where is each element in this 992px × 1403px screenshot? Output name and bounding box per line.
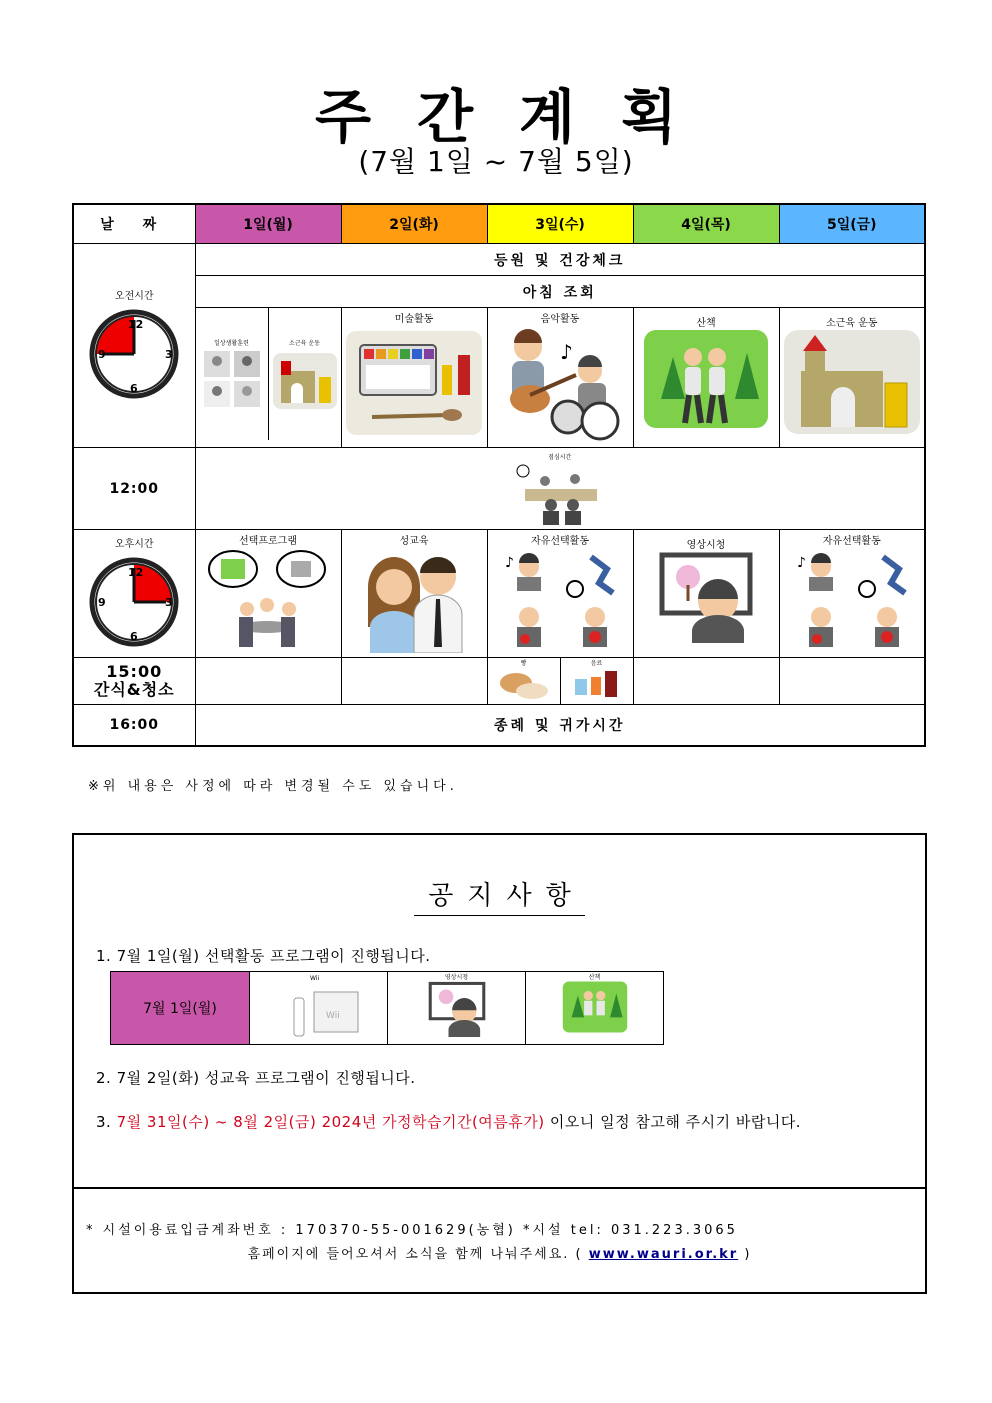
notice-item-3 xyxy=(96,1111,801,1132)
thu-snack-cell xyxy=(633,658,779,705)
homepage-link[interactable]: www.wauri.or.kr xyxy=(588,1247,739,1262)
notice-item-2: 2. 7월 2일(화) 성교육 프로그램이 진행됩니다. xyxy=(96,1069,416,1087)
svg-text:9: 9 xyxy=(98,348,106,361)
clock-morning-icon xyxy=(88,308,180,400)
end-time: 16:00 xyxy=(73,705,195,746)
lunch-table-icon xyxy=(515,461,605,525)
morning-cell xyxy=(73,244,195,448)
dismissal-cell: 종례 및 귀가시간 xyxy=(195,705,925,746)
mini-activity-table xyxy=(110,971,664,1045)
mon-pm-cell xyxy=(195,530,341,658)
notice-title-wrap xyxy=(74,875,925,912)
video-watching-icon xyxy=(658,551,754,643)
drink-cell xyxy=(561,658,633,704)
sex-education-icon xyxy=(354,547,474,653)
wed-pm-caption: 자유선택활동 xyxy=(531,536,589,547)
fri-pm-caption: 자유선택활동 xyxy=(822,536,881,547)
homepage-text: 홈페이지에 들어오셔서 소식을 함께 나눠주세요. ( xyxy=(247,1247,589,1262)
fri-am-cell xyxy=(779,308,925,448)
mini-video-icon xyxy=(427,981,487,1037)
mon-am-sub-finemotor xyxy=(269,308,341,440)
fri-am-caption: 소근육 운동 xyxy=(826,318,878,329)
mon-snack-cell xyxy=(195,658,341,705)
change-notice: ※위 내용은 사정에 따라 변경될 수도 있습니다. xyxy=(88,779,458,794)
thu-pm-caption: 영상시청 xyxy=(686,540,726,551)
thu-am-cell xyxy=(633,308,779,448)
daily-living-icon xyxy=(200,347,264,411)
notice-box xyxy=(72,833,927,1294)
day-header-tue: 2일(화) xyxy=(341,204,487,244)
page-title: 주간계획 xyxy=(314,83,724,151)
tue-snack-cell xyxy=(341,658,487,705)
page-subtitle: (7월 1일 ~ 7월 5일) xyxy=(358,145,634,178)
wed-snack-cell xyxy=(487,658,633,705)
snack-time-cell xyxy=(73,658,195,705)
mini-wii-cell xyxy=(250,972,388,1045)
mini-walk-caption: 산책 xyxy=(588,974,601,981)
wed-am-caption: 음악활동 xyxy=(540,314,580,325)
mini-video-cell xyxy=(388,972,526,1045)
snack-label: 간식&청소 xyxy=(93,680,175,699)
svg-text:♪: ♪ xyxy=(505,555,514,571)
free-choice-icon xyxy=(495,547,625,651)
afternoon-cell xyxy=(73,530,195,658)
fri-snack-cell xyxy=(779,658,925,705)
mini-date: 7월 1일(월) xyxy=(111,972,250,1045)
drink-icon xyxy=(567,667,627,701)
mini-wii-label: Wii xyxy=(325,1011,340,1021)
mon-am-sub2-caption: 소근육 운동 xyxy=(289,340,320,347)
snack-time: 15:00 xyxy=(106,662,163,681)
bread-cell xyxy=(488,658,561,704)
tue-am-caption: 미술활동 xyxy=(394,314,434,325)
blocks-castle-icon xyxy=(273,347,337,411)
morning-label: 오전시간 xyxy=(114,291,154,302)
mini-walk-icon xyxy=(562,981,628,1033)
svg-text:♪: ♪ xyxy=(560,340,573,364)
lunch-caption: 점심시간 xyxy=(548,454,572,461)
svg-text:Wii: Wii xyxy=(309,975,319,982)
day-header-thu: 4일(목) xyxy=(633,204,779,244)
notice-item-3-highlight: 7월 31일(수) ~ 8월 2일(금) 2024년 가정학습기간(여름휴가) xyxy=(116,1113,545,1131)
svg-text:6: 6 xyxy=(130,630,138,643)
thu-am-caption: 산책 xyxy=(696,318,716,329)
svg-text:6: 6 xyxy=(130,382,138,395)
afternoon-label: 오후시간 xyxy=(114,539,154,550)
mini-walk-cell xyxy=(526,972,664,1045)
wed-pm-cell xyxy=(487,530,633,658)
art-paint-icon xyxy=(344,325,484,437)
notice-item-1: 1. 7월 1일(월) 선택활동 프로그램이 진행됩니다. xyxy=(96,947,431,965)
mini-video-caption: 영상시청 xyxy=(444,974,469,981)
mon-am-cell xyxy=(195,308,341,448)
notice-divider xyxy=(74,1187,925,1189)
notice-item-3-num: 3. xyxy=(96,1113,117,1131)
svg-text:12: 12 xyxy=(128,566,144,579)
tue-am-cell xyxy=(341,308,487,448)
date-col-header: 날 짜 xyxy=(73,204,195,244)
svg-text:3: 3 xyxy=(165,348,173,361)
lunch-cell xyxy=(195,448,925,530)
day-header-wed: 3일(수) xyxy=(487,204,633,244)
thu-pm-cell xyxy=(633,530,779,658)
clock-afternoon-icon xyxy=(88,556,180,648)
notice-item-3-rest: 이오니 일정 참고해 주시기 바랍니다. xyxy=(544,1113,802,1131)
notice-title: 공지사항 xyxy=(414,881,584,916)
drink-caption: 음료 xyxy=(590,660,603,667)
svg-text:♪: ♪ xyxy=(796,555,806,571)
bread-caption: 빵 xyxy=(520,660,527,667)
wed-am-cell xyxy=(487,308,633,448)
day-header-fri: 5일(금) xyxy=(779,204,925,244)
bread-icon xyxy=(494,667,554,701)
day-header-mon: 1일(월) xyxy=(195,204,341,244)
mon-am-sub-daily xyxy=(196,308,269,440)
walk-park-icon xyxy=(643,329,769,429)
choice-program-icon xyxy=(203,547,333,651)
fri-pm-cell xyxy=(779,530,925,658)
svg-text:3: 3 xyxy=(165,596,173,609)
svg-text:9: 9 xyxy=(98,596,106,609)
homepage-line xyxy=(74,1243,925,1262)
lunch-time: 12:00 xyxy=(73,448,195,530)
account-info: * 시설이용료입금계좌번호 : 170370-55-001629(농협) *시설 tel: 031.223.3065 xyxy=(86,1223,738,1238)
tue-pm-caption: 성교육 xyxy=(399,536,429,547)
mon-am-sub1-caption: 일상생활훈련 xyxy=(214,340,249,347)
assembly-cell: 아침 조회 xyxy=(195,276,925,308)
mon-pm-caption: 선택프로그램 xyxy=(239,536,297,547)
tue-pm-cell xyxy=(341,530,487,658)
homepage-close: ) xyxy=(738,1247,752,1262)
music-band-icon xyxy=(490,325,630,443)
svg-text:12: 12 xyxy=(128,318,144,331)
arrival-cell: 등원 및 건강체크 xyxy=(195,244,925,276)
weekly-schedule-table xyxy=(72,203,926,747)
free-choice-icon-2 xyxy=(787,547,917,651)
blocks-castle-large-icon xyxy=(783,329,921,435)
wii-console-icon xyxy=(274,972,364,1040)
